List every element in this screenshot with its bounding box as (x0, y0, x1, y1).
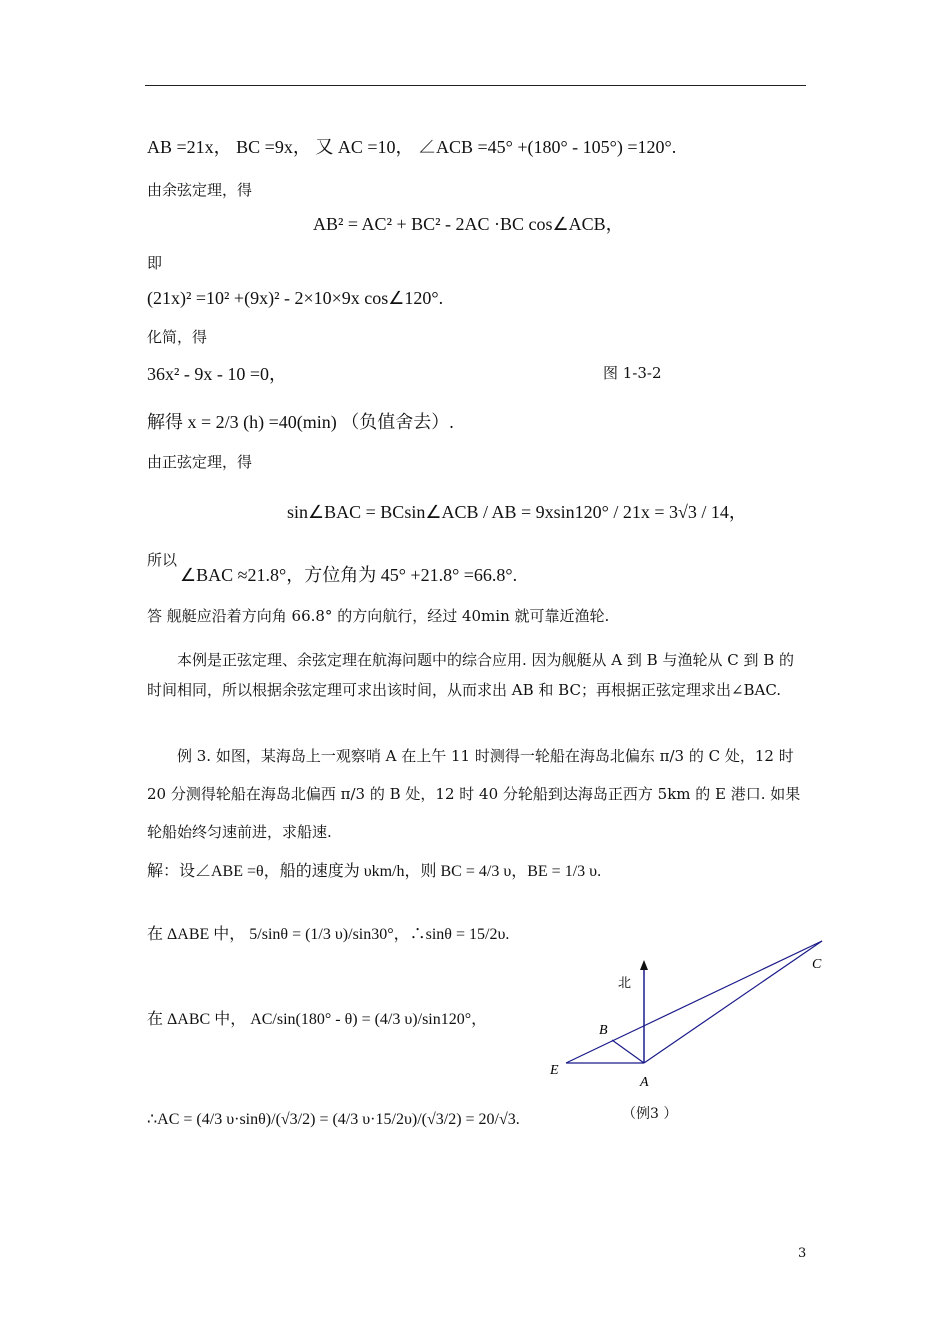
eq-line-7: 36x² - 9x - 10 =0， (147, 364, 288, 384)
paragraph-2: 例 3. 如图，某海岛上一观察哨 A 在上午 11 时测得一轮船在海岛北偏东 π/3 的 C 处，12 时 20 分测得轮船在海岛北偏西 π/3 的 B 处，12 时 40 分轮船到达海岛正西方 5km 的 E 港口. 如果轮船始终匀速前进，求船速. (147, 747, 801, 841)
figure-caption: （例3 ） (622, 1106, 678, 1122)
line-AC (644, 941, 822, 1063)
ship-diagram (540, 930, 830, 1130)
line-BA (612, 1040, 644, 1063)
eq-line-5: (21x)² =10² +(9x)² - 2×10×9x cos∠120°. (147, 288, 444, 308)
answer-line: 答 舰艇应沿着方向角 66.8° 的方向航行，经过 40min 就可靠近渔轮. (147, 607, 610, 625)
text-line-9: 由正弦定理，得 (147, 453, 253, 471)
line-EC (566, 941, 822, 1063)
figure-label: 图 1-3-2 (603, 364, 662, 382)
text-line-6: 化简，得 (147, 328, 208, 346)
eq-line-10: sin∠BAC = BCsin∠ACB / AB = 9xsin120° / 21x = 3√3 / 14， (287, 502, 747, 522)
label-north: 北 (618, 976, 632, 991)
page-number: 3 (798, 1246, 807, 1261)
north-arrow-head (640, 960, 648, 970)
eq-line-11b: ∠BAC ≈21.8°，方位角为 45° +21.8° =66.8°. (180, 565, 518, 585)
eq-line-3: AB² = AC² + BC² - 2AC ·BC cos∠ACB， (313, 214, 624, 234)
paragraph-1: 本例是正弦定理、余弦定理在航海问题中的综合应用. 因为舰艇从 A 到 B 与渔轮从 C 到 B 的时间相同，所以根据余弦定理可求出该时间，从而求出 AB 和 BC；再根据正弦定理求出∠BAC. (147, 651, 795, 699)
eq-line-1: AB =21x， BC =9x， 又 AC =10， ∠ACB =45° +(180° - 105°) =120°. (147, 137, 677, 157)
text-line-2: 由余弦定理，得 (147, 181, 253, 199)
label-E: E (550, 1063, 559, 1078)
text-line-4: 即 (147, 254, 163, 272)
eq-line-8: 解得 x = 2/3 (h) =40(min) （负值舍去）. (147, 412, 454, 432)
eq-line-15: 在 ΔABC 中， AC/sin(180° - θ) = (4/3 υ)/sin120°， (147, 1011, 488, 1028)
eq-line-14: 在 ΔABE 中， 5/sinθ = (1/3 υ)/sin30°，∴sinθ = 15/2υ. (147, 926, 510, 943)
eq-line-16: ∴AC = (4/3 υ·sinθ)/(√3/2) = (4/3 υ·15/2υ)/(√3/2) = 20/√3. (147, 1111, 520, 1128)
header-rule (145, 85, 806, 86)
label-A: A (640, 1075, 649, 1090)
eq-line-13: 解：设∠ABE =θ，船的速度为 υkm/h，则 BC = 4/3 υ，BE = 1/3 υ. (147, 863, 602, 880)
text-line-11a: 所以 (147, 551, 178, 569)
label-C: C (812, 957, 822, 972)
label-B: B (599, 1023, 608, 1038)
